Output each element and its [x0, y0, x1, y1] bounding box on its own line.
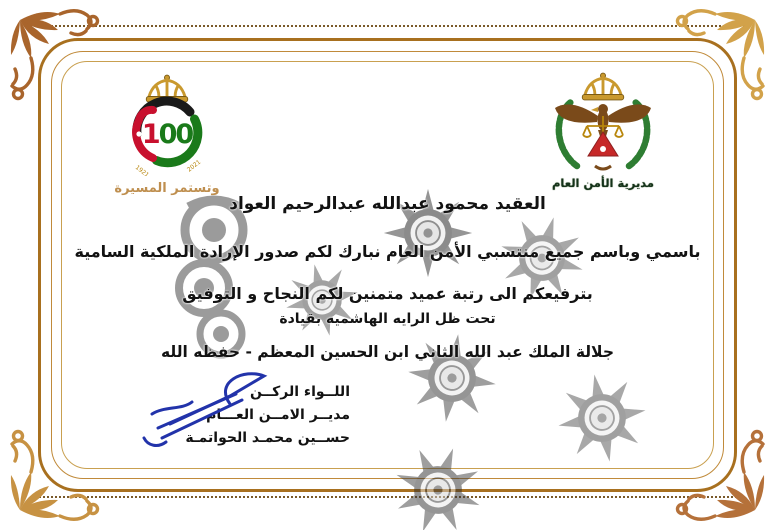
- svg-text:100: [142, 119, 194, 150]
- congratulation-line: باسمي وباسم جميع منتسبي الأمن العام نبارك لكم صدور الإرادة الملكية السامية: [74, 242, 701, 261]
- banner-line: تحت ظل الرايه الهاشميه بقيادة: [279, 311, 496, 327]
- corner-flourish-icon: [6, 424, 106, 524]
- public-security-directorate-emblem: [533, 72, 673, 190]
- corner-flourish-icon: [669, 6, 769, 106]
- corner-flourish-icon: [6, 6, 106, 106]
- emblem-cluster-watermark-icon: [158, 192, 270, 360]
- centennial-year-start: 1921: [133, 164, 151, 176]
- psd-eagle-emblem-icon: [533, 72, 673, 172]
- recipient-name-line: العقيد محمود عبدالله عبدالرحيم العواد: [229, 194, 546, 214]
- signatory-rank: اللــواء الركــن: [249, 384, 350, 400]
- centennial-year-end: 2021: [185, 158, 203, 174]
- promotion-line: بترفيعكم الى رتبة عميد متمنين لكم النجاح و التوفيق: [182, 284, 593, 303]
- centennial-digit-00: 00: [158, 119, 193, 150]
- centennial-digit-1: 1: [141, 119, 159, 150]
- star-badge-watermark-icon: [549, 365, 656, 472]
- dotted-border-top: [30, 25, 745, 27]
- star-badge-watermark-icon: [400, 326, 504, 430]
- signature-scribble-icon: [118, 364, 358, 456]
- jordan-centennial-logo: [101, 74, 233, 196]
- psd-caption: مديرية الأمن العام: [551, 176, 655, 190]
- king-line: جلالة الملك عبد الله الثاني ابن الحسين المعظم - حفظه الله: [161, 343, 614, 361]
- corner-flourish-icon: [669, 424, 769, 524]
- signatory-title: مديــر الامــن العـــام: [206, 407, 350, 423]
- centennial-emblem-icon: [101, 74, 233, 176]
- signatory-name: حســين محمـد الحواتمـة: [185, 430, 350, 446]
- centennial-slogan: وتستمر المسيرة: [114, 181, 220, 196]
